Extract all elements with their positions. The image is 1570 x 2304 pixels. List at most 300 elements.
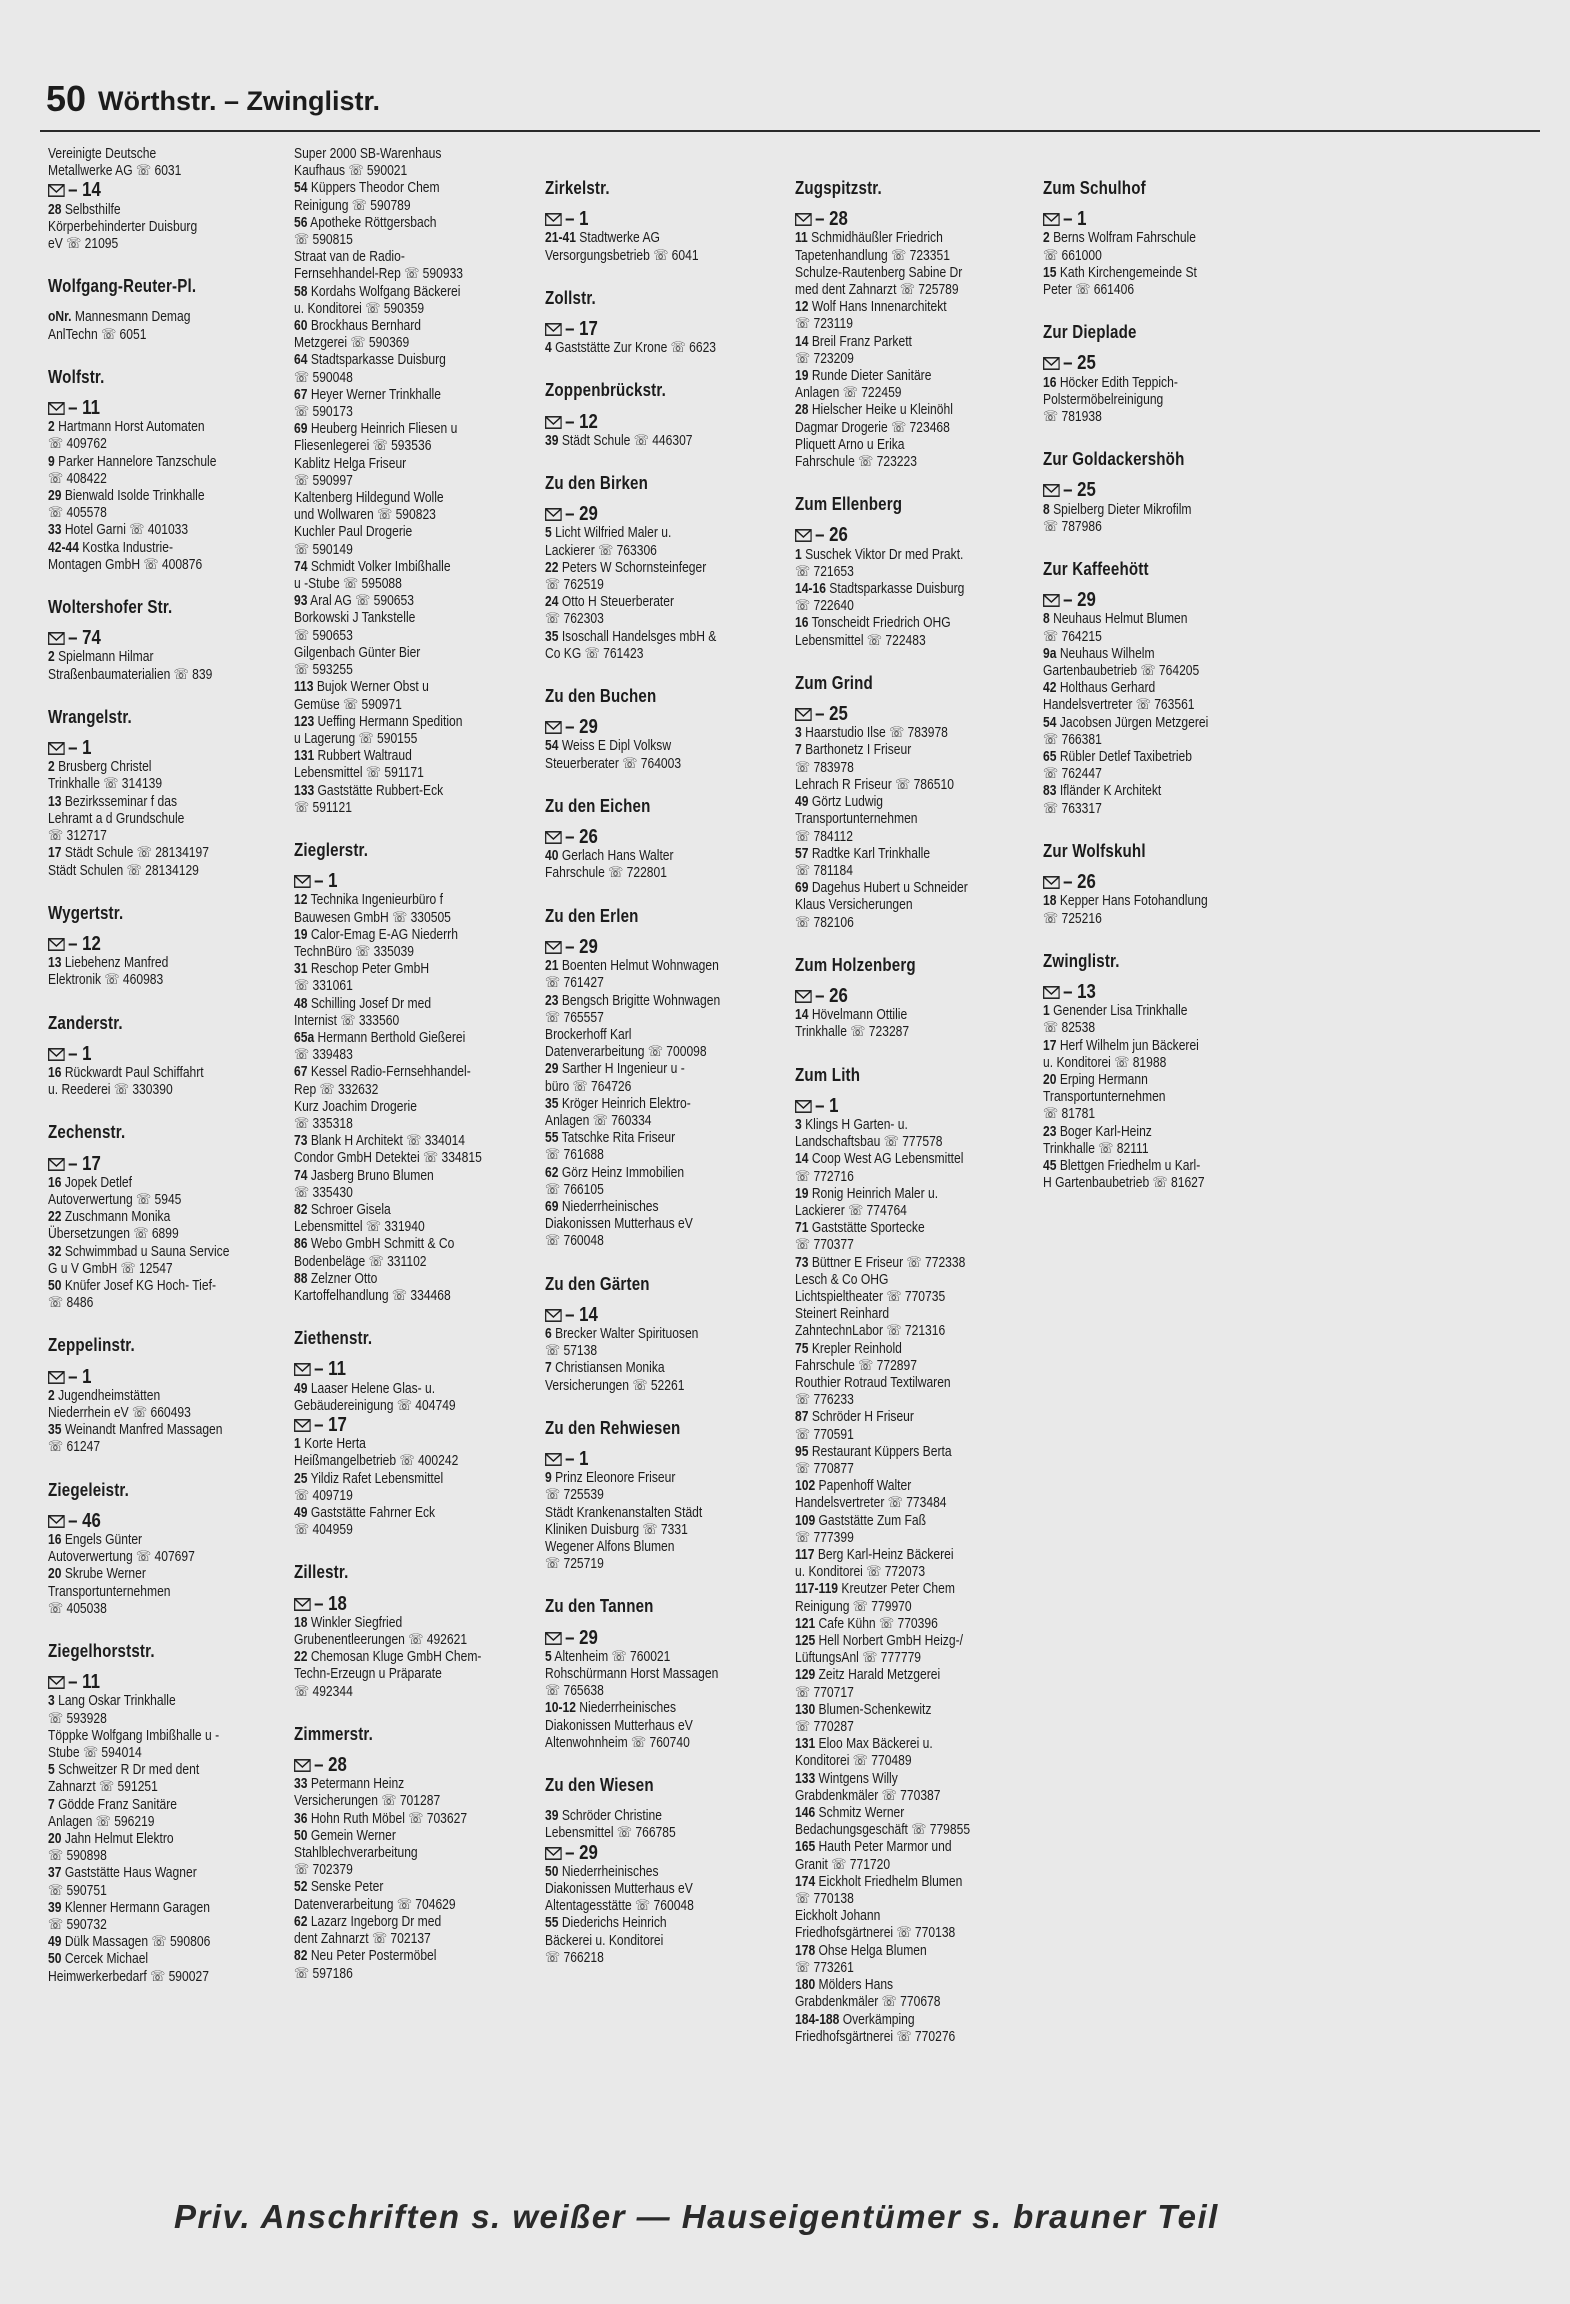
entry-line: Fernsehhandel-Rep ☏ 590933	[294, 266, 464, 283]
entry-line: Kath Kirchengemeinde St	[1059, 264, 1197, 281]
house-number: 20	[48, 1566, 62, 1583]
entry-line: ☏ 766218	[545, 1949, 604, 1966]
entry-line: Transportunternehmen	[48, 1583, 171, 1600]
entry-line: ☏ 405038	[48, 1600, 107, 1617]
entry-line: Handelsvertreter ☏ 773484	[795, 1495, 947, 1512]
entry-line: Töppke Wolfgang Imbißhalle u -	[48, 1727, 220, 1744]
directory-entry	[1043, 646, 1293, 680]
house-number: 42	[1043, 680, 1057, 697]
entry-line: Berns Wolfram Fahrschule	[1053, 230, 1196, 247]
street-heading: Zu den Birken	[545, 473, 649, 494]
directory-entry	[795, 1736, 1045, 1770]
entry-line: Cercek Michael	[64, 1951, 149, 1968]
directory-entry	[294, 387, 546, 421]
directory-entry	[545, 1199, 795, 1251]
house-number: 33	[48, 522, 62, 539]
directory-entry	[795, 794, 1045, 846]
directory-entry	[1043, 611, 1293, 645]
directory-entry	[294, 352, 546, 386]
entry-line: Lebensmittel ☏ 766785	[545, 1825, 676, 1842]
envelope-icon	[1043, 484, 1060, 497]
entry-line: Webo GmbH Schmitt & Co	[310, 1236, 455, 1253]
entry-line: ☏ 781184	[795, 862, 853, 879]
house-number: 8	[1043, 501, 1050, 518]
house-number: 12	[294, 892, 308, 909]
entry-line: Knüfer Josef KG Hoch- Tief-	[64, 1277, 216, 1294]
directory-column-1	[48, 146, 304, 1986]
entry-line: u -Stube ☏ 595088	[294, 576, 402, 593]
entry-line: Schweitzer R Dr med dent	[58, 1762, 200, 1779]
directory-entry	[294, 146, 546, 180]
entry-line: Kaufhaus ☏ 590021	[294, 163, 408, 180]
entry-line: Kurz Joachim Drogerie	[294, 1098, 417, 1115]
house-number: 10-12	[545, 1700, 576, 1717]
entry-line: Diakonissen Mutterhaus eV	[545, 1717, 693, 1734]
directory-entry	[294, 456, 546, 490]
entry-line: ☏ 766381	[1043, 731, 1102, 748]
directory-entry	[294, 490, 546, 524]
directory-entry	[795, 1255, 1045, 1272]
postal-district	[795, 984, 1045, 1007]
entry-line: Gaststätte Zum Faß	[818, 1512, 927, 1529]
postal-code: – 46	[68, 1509, 101, 1532]
postal-code: – 11	[68, 1671, 100, 1694]
entry-line: Licht Wilfried Maler u.	[555, 525, 672, 542]
entry-line: ☏ 702379	[294, 1862, 353, 1879]
house-number: 17	[1043, 1037, 1057, 1054]
entry-line: Altentagesstätte ☏ 760048	[545, 1898, 694, 1915]
house-number: 45	[1043, 1157, 1057, 1174]
street-heading: Wygertstr.	[48, 902, 124, 923]
entry-line: Dülk Massagen ☏ 590806	[64, 1934, 211, 1951]
directory-entry	[1043, 680, 1293, 714]
entry-line: Autoverwertung ☏ 407697	[48, 1549, 195, 1566]
entry-line: ☏ 405578	[48, 505, 107, 522]
entry-line: Versorgungsbetrieb ☏ 6041	[545, 247, 699, 264]
entry-line: Kuchler Paul Drogerie	[294, 524, 413, 541]
entry-line: Ohse Helga Blumen	[818, 1942, 927, 1959]
directory-entry	[48, 1762, 304, 1796]
entry-line: Rohschürmann Horst Massagen	[545, 1666, 719, 1682]
entry-line: Trinkhalle ☏ 723287	[795, 1024, 910, 1041]
entry-line: Senske Peter	[310, 1879, 384, 1896]
entry-line: Neuhaus Wilhelm	[1059, 645, 1155, 662]
house-number: 39	[545, 432, 559, 449]
postal-code: – 1	[314, 870, 338, 893]
entry-line: ☏ 770877	[795, 1461, 854, 1477]
postal-code: – 17	[68, 1152, 101, 1175]
directory-entry	[795, 1409, 1045, 1443]
entry-line: Jasberg Bruno Blumen	[310, 1167, 434, 1184]
directory-entry	[795, 1839, 1045, 1873]
entry-line: Liebehenz Manfred	[64, 955, 169, 972]
entry-line: Tonscheidt Friedrich OHG	[811, 615, 951, 632]
entry-line: ☏ 590653	[294, 627, 353, 644]
house-number: 48	[294, 995, 308, 1012]
house-number: 88	[294, 1270, 308, 1287]
directory-entry	[294, 249, 546, 283]
postal-code: – 25	[1063, 352, 1096, 375]
entry-line: AnlTechn ☏ 6051	[48, 326, 147, 343]
entry-line: ☏ 762303	[545, 611, 604, 628]
postal-district	[1043, 479, 1293, 502]
street-heading: Zum Lith	[795, 1064, 861, 1085]
entry-line: Neuhaus Helmut Blumen	[1053, 611, 1188, 628]
entry-line: Ueffing Hermann Spedition	[317, 713, 463, 730]
entry-line: Metzgerei ☏ 590369	[294, 335, 410, 352]
house-number: 49	[48, 1934, 62, 1951]
entry-line: ☏ 590815	[294, 232, 353, 249]
entry-line: Petermann Heinz	[310, 1776, 405, 1793]
directory-entry	[48, 1934, 304, 1951]
entry-line: Brecker Walter Spirituosen	[555, 1325, 699, 1342]
house-number: 123	[294, 713, 315, 730]
directory-entry	[48, 955, 304, 989]
directory-entry	[294, 679, 546, 713]
house-number: 56	[294, 214, 308, 231]
envelope-icon	[545, 323, 562, 336]
house-number: 117	[795, 1547, 815, 1564]
postal-code: – 14	[565, 1303, 598, 1326]
street-heading: Zur Kaffeehött	[1043, 559, 1149, 580]
entry-line: Steinert Reinhard	[795, 1306, 890, 1323]
entry-line: Büttner E Friseur ☏ 772338	[811, 1254, 966, 1271]
directory-entry	[294, 1776, 546, 1810]
street-heading: Zieglerstr.	[294, 839, 369, 860]
directory-entry	[795, 1616, 1045, 1633]
entry-line: Bujok Werner Obst u	[316, 679, 429, 696]
house-number: 23	[545, 992, 559, 1009]
entry-line: ☏ 764215	[1043, 628, 1102, 645]
envelope-icon	[294, 875, 311, 888]
entry-line: u Lagerung ☏ 590155	[294, 730, 418, 747]
house-number: 14	[795, 1007, 809, 1024]
entry-line: ☏ 760048	[545, 1233, 604, 1250]
entry-line: Körperbehinderter Duisburg	[48, 218, 198, 235]
house-number: 16	[48, 1531, 62, 1548]
entry-line: büro ☏ 764726	[545, 1078, 632, 1095]
entry-line: Kostka Industrie-	[82, 539, 173, 556]
street-heading: Zu den Erlen	[545, 905, 639, 926]
entry-line: ☏ 784112	[795, 828, 853, 845]
entry-line: Diakonissen Mutterhaus eV	[545, 1216, 693, 1233]
entry-line: ☏ 335318	[294, 1115, 353, 1132]
entry-line: Rückwardt Paul Schiffahrt	[64, 1064, 204, 1081]
directory-entry	[294, 1948, 546, 1982]
directory-entry	[795, 2012, 1045, 2046]
house-number: 184-188	[795, 2011, 840, 2028]
entry-line: Transportunternehmen	[795, 811, 918, 828]
house-number: 109	[795, 1512, 816, 1529]
entry-line: u. Konditorei ☏ 590359	[294, 300, 425, 317]
entry-line: Straßenbaumaterialien ☏ 839	[48, 666, 213, 683]
entry-line: ☏ 723119	[795, 316, 853, 333]
house-number: 8	[1043, 611, 1050, 628]
entry-line: Görtz Ludwig	[811, 794, 884, 811]
entry-line: ☏ 593928	[48, 1710, 107, 1727]
postal-district	[1043, 980, 1293, 1003]
house-number: 73	[294, 1133, 308, 1150]
street-heading: Zu den Tannen	[545, 1596, 654, 1617]
directory-entry	[795, 1220, 1045, 1254]
entry-line: Techn-Erzeugn u Präparate	[294, 1666, 442, 1683]
footer-note: Priv. Anschriften s. weißer — Hauseigentümer s. brauner Teil	[174, 2198, 1219, 2235]
entry-line: Städt Schule ☏ 446307	[561, 432, 693, 449]
entry-line: ☏ 721653	[795, 563, 854, 580]
entry-line: Lesch & Co OHG	[795, 1271, 889, 1288]
envelope-icon	[545, 721, 562, 734]
entry-line: ☏ 81781	[1043, 1106, 1096, 1123]
entry-line: Gebäudereinigung ☏ 404749	[294, 1397, 456, 1414]
house-number: 24	[545, 594, 559, 611]
house-number: 133	[294, 782, 315, 799]
directory-entry	[48, 794, 304, 846]
postal-code: – 1	[565, 208, 589, 231]
envelope-icon	[48, 1515, 65, 1528]
directory-entry	[795, 230, 1045, 264]
house-number: 9	[48, 453, 55, 470]
entry-line: G u V GmbH ☏ 12547	[48, 1260, 173, 1277]
entry-line: ☏ 404959	[294, 1522, 353, 1539]
directory-entry	[1043, 1038, 1293, 1072]
entry-line: Grabdenkmäler ☏ 770387	[795, 1787, 941, 1804]
entry-line: ☏ 770717	[795, 1684, 854, 1701]
directory-entry	[1043, 1158, 1293, 1192]
entry-line: Parker Hannelore Tanzschule	[58, 453, 217, 470]
entry-line: Küppers Theodor Chem	[310, 180, 440, 197]
entry-line: ☏ 782106	[795, 914, 854, 931]
entry-line: Klenner Hermann Garagen	[64, 1899, 210, 1916]
house-number: 146	[795, 1805, 816, 1822]
entry-line: Eloo Max Bäckerei u.	[818, 1736, 933, 1753]
house-number: 32	[48, 1243, 62, 1260]
house-number: 165	[795, 1839, 816, 1856]
entry-line: Metallwerke AG ☏ 6031	[48, 163, 182, 180]
entry-line: Mölders Hans	[818, 1977, 894, 1994]
house-number: 86	[294, 1236, 308, 1253]
entry-line: H Gartenbaubetrieb ☏ 81627	[1043, 1175, 1205, 1192]
directory-entry	[1043, 265, 1293, 299]
house-number: 73	[795, 1254, 809, 1271]
envelope-icon	[795, 529, 812, 542]
house-number: 39	[48, 1899, 62, 1916]
directory-entry	[1043, 715, 1293, 749]
directory-entry	[795, 880, 1045, 932]
house-number: 75	[795, 1340, 809, 1357]
directory-entry	[795, 846, 1045, 880]
house-number: 23	[1043, 1123, 1057, 1140]
directory-entry	[795, 368, 1045, 402]
entry-line: Städt Schulen ☏ 28134129	[48, 862, 199, 879]
entry-line: Jugendheimstätten	[58, 1387, 161, 1404]
postal-code: – 29	[565, 716, 598, 739]
entry-line: Schröder Christine	[561, 1808, 662, 1825]
house-number: 6	[545, 1325, 552, 1342]
street-heading: Zwinglistr.	[1043, 950, 1120, 971]
entry-line: Overkämping	[842, 2011, 915, 2028]
entry-line: Lackierer ☏ 763306	[545, 542, 657, 559]
entry-line: ☏ 762519	[545, 577, 604, 594]
directory-entry	[795, 1908, 1045, 1942]
house-number: 35	[48, 1422, 62, 1439]
house-number: 71	[795, 1220, 809, 1237]
directory-entry	[294, 215, 546, 249]
street-heading: Zirkelstr.	[545, 178, 610, 198]
entry-line: Berg Karl-Heinz Bäckerei	[817, 1547, 954, 1564]
directory-entry	[48, 1797, 304, 1831]
directory-entry	[795, 1702, 1045, 1736]
postal-code: – 26	[815, 524, 848, 547]
directory-entry	[294, 1471, 546, 1505]
house-number: 13	[48, 793, 62, 810]
directory-entry	[48, 522, 304, 539]
entry-line: Winkler Siegfried	[310, 1614, 403, 1631]
directory-entry	[795, 1874, 1045, 1908]
entry-line: ☏ 409719	[294, 1487, 353, 1504]
postal-district	[294, 870, 546, 893]
directory-entry	[48, 1065, 304, 1099]
directory-entry	[545, 1326, 795, 1360]
house-number: 95	[795, 1443, 809, 1460]
directory-entry	[545, 340, 795, 357]
house-number: 28	[795, 402, 809, 419]
house-number: 14-16	[795, 581, 826, 598]
postal-code: – 17	[565, 318, 598, 341]
entry-line: ☏ 761688	[545, 1147, 604, 1164]
entry-line: Routhier Rotraud Textilwaren	[795, 1374, 951, 1391]
directory-entry	[48, 1693, 304, 1727]
street-heading: Zimmerstr.	[294, 1723, 373, 1744]
entry-line: Brusberg Christel	[58, 759, 152, 776]
house-number: 21	[545, 958, 559, 975]
entry-line: ☏ 773261	[795, 1959, 854, 1976]
postal-code: – 18	[314, 1592, 347, 1615]
entry-line: Kepper Hans Fotohandlung	[1059, 893, 1208, 910]
postal-code: – 13	[1063, 980, 1096, 1003]
envelope-icon	[545, 1847, 562, 1860]
entry-line: Kaltenberg Hildegund Wolle	[294, 490, 444, 507]
entry-line: ☏ 770377	[795, 1237, 854, 1254]
entry-line: Tatschke Rita Friseur	[561, 1130, 676, 1147]
directory-entry	[1043, 893, 1293, 927]
entry-line: Gaststätte Rubbert-Eck	[317, 782, 444, 799]
postal-code: – 12	[565, 410, 598, 433]
envelope-icon	[48, 1676, 65, 1689]
entry-line: Konditorei ☏ 770489	[795, 1753, 912, 1770]
directory-entry	[294, 1615, 546, 1649]
entry-line: Selbsthilfe	[64, 201, 121, 218]
envelope-icon	[545, 941, 562, 954]
entry-line: Schmidt Volker Imbißhalle	[310, 558, 451, 575]
street-heading: Zu den Rehwiesen	[545, 1417, 681, 1438]
postal-code: – 1	[815, 1094, 839, 1117]
entry-line: Fahrschule ☏ 722801	[545, 865, 667, 882]
postal-district	[545, 826, 795, 849]
directory-entry	[545, 525, 795, 559]
house-number: 130	[795, 1701, 816, 1718]
entry-line: Reinigung ☏ 779970	[795, 1598, 912, 1615]
entry-line: Übersetzungen ☏ 6899	[48, 1226, 179, 1243]
directory-entry	[294, 1271, 546, 1305]
entry-line: Reinigung ☏ 590789	[294, 197, 411, 214]
directory-entry	[795, 1943, 1045, 1977]
house-number: 1	[1043, 1003, 1050, 1020]
entry-line: Lichtspieltheater ☏ 770735	[795, 1288, 946, 1305]
house-number: 22	[545, 559, 559, 576]
envelope-icon	[48, 632, 65, 645]
entry-line: Niederrheinisches	[561, 1198, 659, 1215]
house-number: 74	[294, 558, 308, 575]
entry-line: ☏ 761427	[545, 975, 604, 992]
street-heading: Zum Grind	[795, 672, 873, 693]
house-number: 62	[545, 1164, 559, 1181]
entry-line: Peters W Schornsteinfeger	[561, 559, 707, 576]
entry-line: Klings H Garten- u.	[805, 1116, 908, 1133]
directory-entry	[545, 1666, 795, 1700]
postal-code: – 11	[68, 397, 100, 420]
entry-line: Trinkhalle ☏ 314139	[48, 776, 163, 793]
entry-line: Borkowski J Tankstelle	[294, 610, 416, 627]
house-number: 131	[294, 748, 315, 765]
entry-line: ☏ 590173	[294, 404, 353, 421]
entry-line: ☏ 408422	[48, 470, 107, 487]
house-number: 2	[48, 759, 55, 776]
entry-line: Brockhaus Bernhard	[310, 318, 422, 335]
directory-entry	[795, 777, 1045, 794]
envelope-icon	[294, 1598, 311, 1611]
directory-column-5	[1043, 146, 1293, 1192]
house-number: 50	[48, 1277, 62, 1294]
house-number: 31	[294, 961, 308, 978]
postal-district	[545, 503, 795, 526]
postal-code: – 28	[314, 1754, 347, 1777]
street-heading: Woltershofer Str.	[48, 597, 173, 618]
house-number: 35	[545, 628, 559, 645]
house-number: 133	[795, 1770, 816, 1787]
directory-entry	[545, 993, 795, 1027]
directory-entry	[48, 1728, 304, 1762]
postal-district	[48, 397, 304, 420]
entry-line: Wegener Alfons Blumen	[545, 1538, 675, 1555]
directory-entry	[294, 1649, 546, 1701]
entry-line: Weiss E Dipl Volksw	[561, 738, 672, 755]
directory-entry	[795, 437, 1045, 471]
entry-line: ☏ 783978	[795, 759, 854, 776]
house-number: 2	[48, 649, 55, 666]
postal-district	[545, 318, 795, 341]
entry-line: Mannesmann Demag	[74, 309, 191, 326]
entry-line: Stadtsparkasse Duisburg	[310, 352, 446, 369]
envelope-icon	[545, 1632, 562, 1645]
entry-line: Granit ☏ 771720	[795, 1856, 891, 1873]
directory-entry	[48, 649, 304, 683]
directory-entry	[795, 1771, 1045, 1805]
directory-entry	[1043, 502, 1293, 536]
directory-entry	[795, 1478, 1045, 1512]
directory-entry	[795, 1667, 1045, 1701]
entry-line: Schwimmbad u Sauna Service	[64, 1243, 230, 1260]
directory-entry	[795, 725, 1045, 742]
entry-line: Rübler Detlef Taxibetrieb	[1059, 749, 1192, 766]
house-number: 9a	[1043, 645, 1057, 662]
entry-line: Eickholt Friedhelm Blumen	[818, 1873, 963, 1890]
directory-column-3	[545, 146, 795, 1967]
directory-entry	[294, 1914, 546, 1948]
directory-entry	[294, 1168, 546, 1202]
entry-line: Fahrschule ☏ 772897	[795, 1357, 917, 1374]
entry-line: Hohn Ruth Möbel ☏ 703627	[310, 1810, 468, 1827]
entry-line: Genender Lisa Trinkhalle	[1053, 1003, 1188, 1020]
